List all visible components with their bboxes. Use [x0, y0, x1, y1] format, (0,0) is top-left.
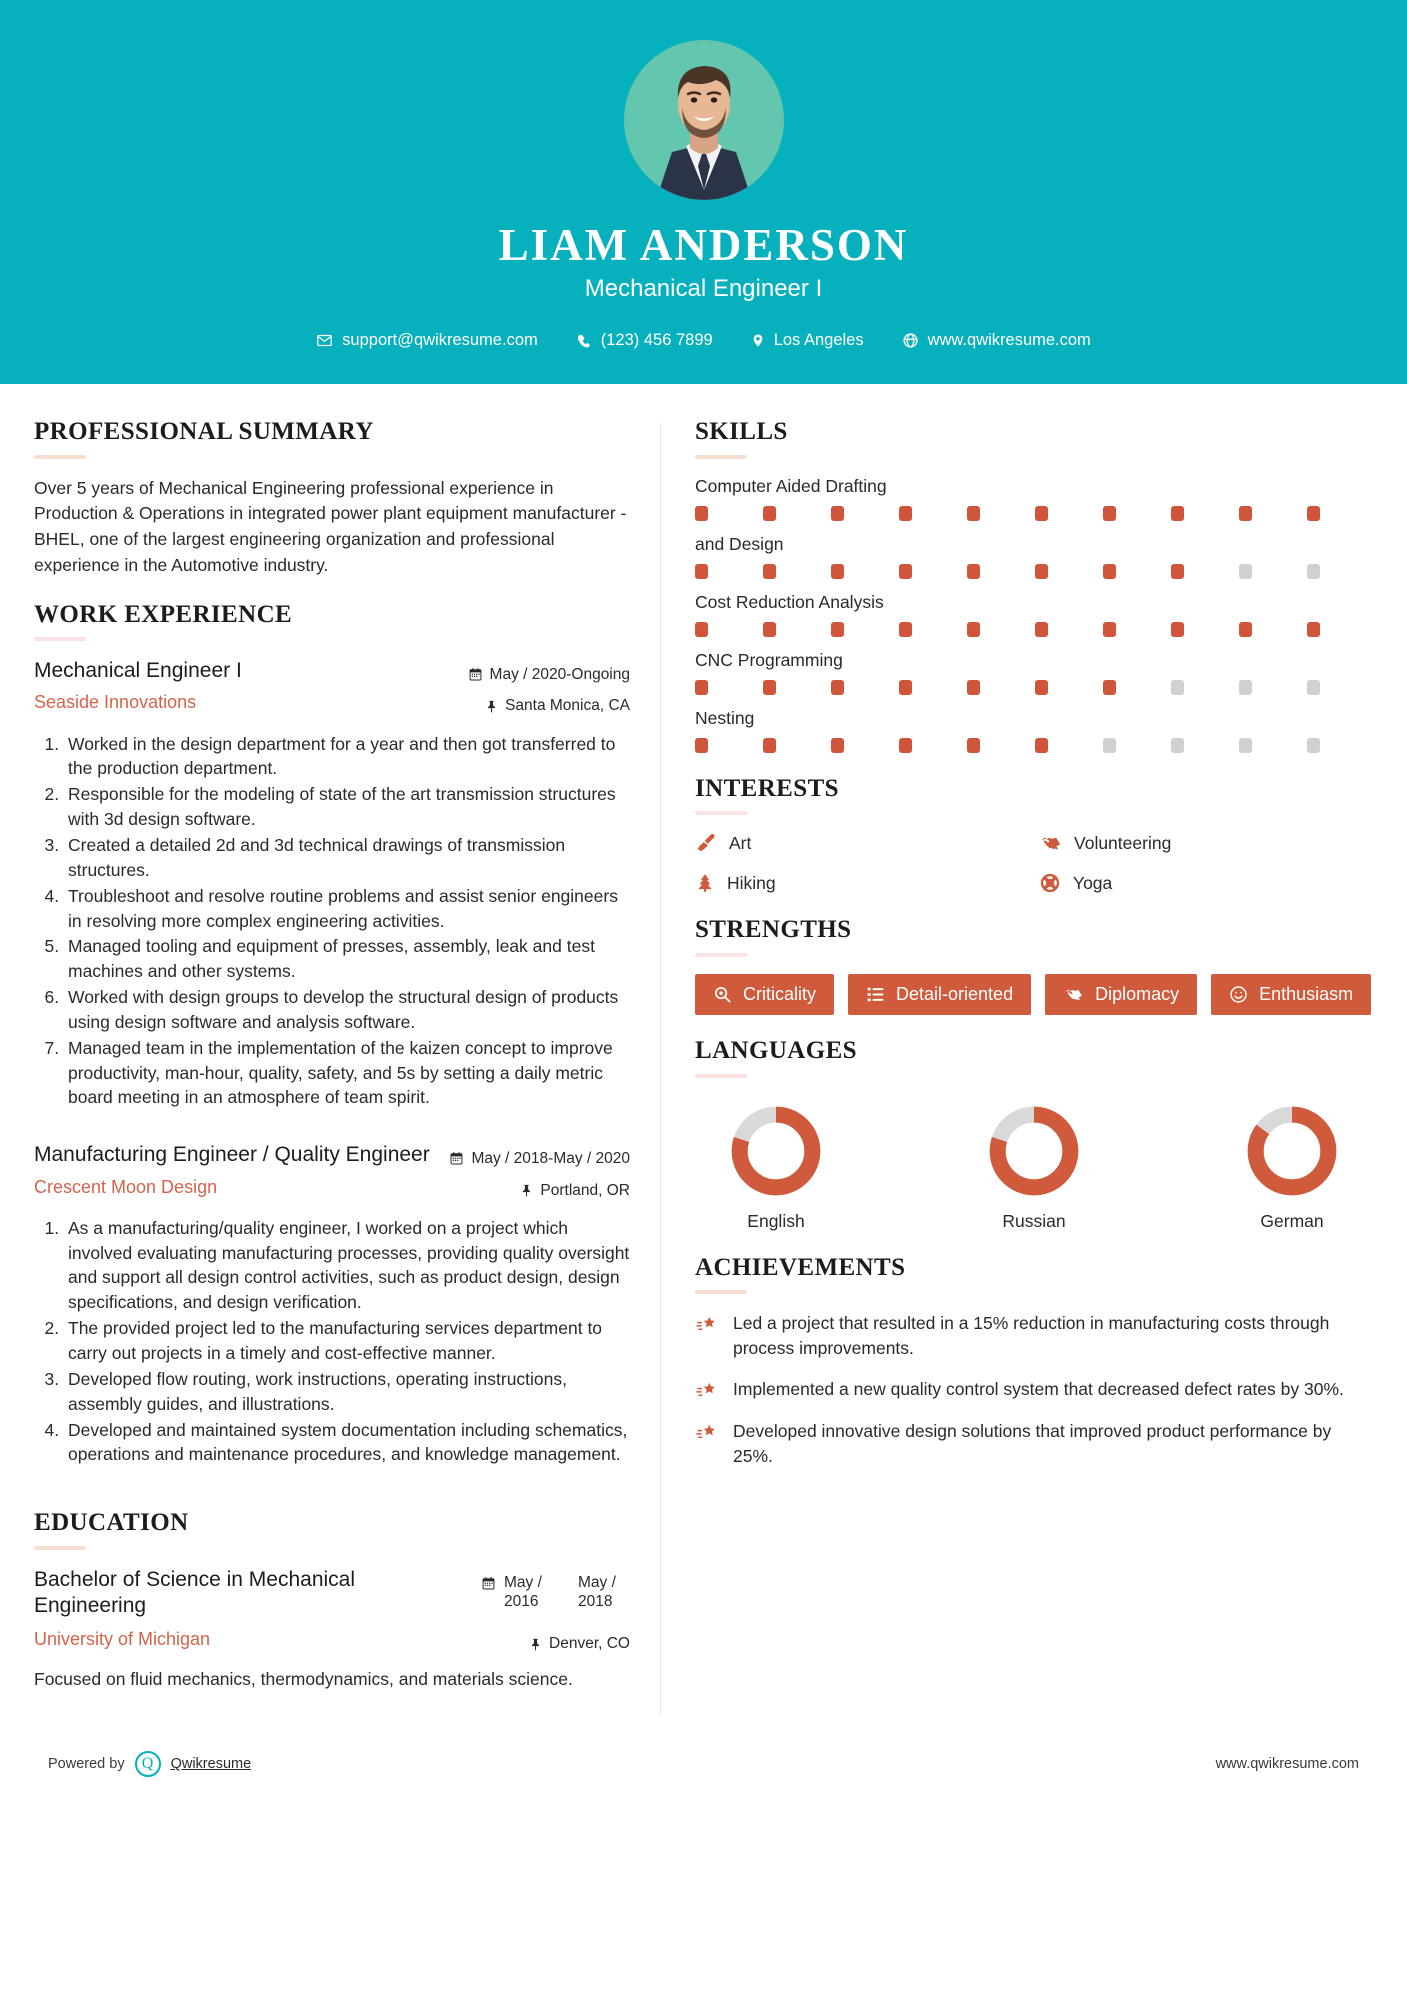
- strengths-title: STRENGTHS: [695, 916, 852, 944]
- avatar-photo: [624, 40, 784, 200]
- skill-dot: [831, 622, 844, 637]
- skill-dot: [831, 680, 844, 695]
- strength-label: Diplomacy: [1095, 983, 1180, 1004]
- calendar-icon: [481, 1576, 496, 1591]
- paintbrush-icon: [695, 832, 717, 854]
- job-dates: [449, 1147, 630, 1170]
- strength-badge[interactable]: [695, 974, 834, 1016]
- handshake-icon: [1063, 985, 1084, 1004]
- skill-dot: [763, 622, 776, 637]
- education-location-text: Denver, CO: [549, 1635, 630, 1653]
- skill-dot: [1171, 622, 1184, 637]
- job-entry: [34, 1142, 630, 1467]
- pushpin-icon: [529, 1637, 542, 1652]
- list-icon: [866, 985, 885, 1004]
- job-entry: [34, 658, 630, 1110]
- strength-badge[interactable]: [1045, 974, 1197, 1016]
- job-company: Seaside Innovations: [34, 692, 197, 713]
- achievement-text: Implemented a new quality control system that decreased defect rates by 30%.: [733, 1379, 1344, 1400]
- section-work-experience: [34, 601, 630, 1468]
- job-bullet: 5. Managed tooling and equipment of presses, assembly, leak and test machines and other systems.: [64, 934, 630, 984]
- resume-body: [0, 384, 1407, 1715]
- tree-icon: [695, 872, 715, 894]
- skill-dot: [1103, 622, 1116, 637]
- skill-dot: [1171, 680, 1184, 695]
- skill-dot: [1103, 738, 1116, 753]
- skill-rating: [695, 680, 1373, 695]
- skill-dot: [967, 622, 980, 637]
- skill-dot: [831, 506, 844, 521]
- skill-dot: [831, 738, 844, 753]
- skill-name: and Design: [695, 533, 784, 554]
- skill-dot: [899, 680, 912, 695]
- interest-label: Volunteering: [1074, 832, 1172, 853]
- skill-dot: [695, 738, 708, 753]
- contact-phone-text: (123) 456 7899: [600, 331, 713, 350]
- skill-dot: [967, 680, 980, 695]
- contact-email-text: support@qwikresume.com: [342, 331, 538, 350]
- skill-dot: [1239, 506, 1252, 521]
- donut-chart: [1244, 1103, 1340, 1199]
- job-role: Manufacturing Engineer / Quality Engineer: [34, 1143, 430, 1167]
- contact-phone[interactable]: [557, 331, 732, 350]
- section-education: [34, 1509, 630, 1693]
- shooting-star-icon: [695, 1314, 719, 1336]
- interest-label: Hiking: [727, 872, 776, 893]
- education-start-month: May /: [504, 1573, 542, 1591]
- footer-url: www.qwikresume.com: [1215, 1755, 1359, 1772]
- skill-item: [695, 708, 1373, 753]
- skill-dot: [967, 506, 980, 521]
- skill-item: [695, 650, 1373, 695]
- skill-rating: [695, 622, 1373, 637]
- skills-rule: [695, 455, 747, 459]
- language-item: [1217, 1103, 1367, 1232]
- language-item: [701, 1103, 851, 1232]
- education-start-year: 2016: [504, 1593, 539, 1611]
- skill-item: [695, 534, 1373, 579]
- contact-location[interactable]: [732, 331, 883, 350]
- resume-header: [0, 0, 1407, 384]
- search-icon: [713, 985, 732, 1004]
- envelope-icon: [316, 332, 333, 349]
- job-location: [468, 694, 630, 717]
- experience-rule: [34, 637, 86, 641]
- summary-rule: [34, 455, 86, 459]
- achievement-text: Led a project that resulted in a 15% reduction in manufacturing costs through process improvements.: [733, 1313, 1330, 1358]
- achievement-item: [695, 1419, 1373, 1468]
- skill-dot: [1307, 680, 1320, 695]
- smiley-icon: [1229, 985, 1248, 1004]
- skill-item: [695, 476, 1373, 521]
- job-bullet: 4. Developed and maintained system documentation including schematics, operations and maintenance procedures, and knowledge management.: [64, 1418, 630, 1468]
- job-dates-text: May / 2018-May / 2020: [471, 1150, 630, 1168]
- skill-dot: [899, 564, 912, 579]
- job-location-text: Portland, OR: [540, 1181, 630, 1199]
- strengths-rule: [695, 953, 747, 957]
- skill-dot: [1103, 564, 1116, 579]
- skill-dot: [1103, 680, 1116, 695]
- skill-dot: [1103, 506, 1116, 521]
- skill-dot: [899, 506, 912, 521]
- skill-dot: [1239, 564, 1252, 579]
- achievement-item: [695, 1311, 1373, 1360]
- job-bullet: 7. Managed team in the implementation of the kaizen concept to improve productivity, man-hour, quality, safety, and 5s by setting a daily metric board meeting in an atmosphere of team spirit.: [64, 1036, 630, 1111]
- language-label: German: [1260, 1210, 1324, 1231]
- section-languages: [695, 1037, 1373, 1232]
- globe-icon: [902, 332, 919, 349]
- strength-label: Criticality: [743, 983, 817, 1004]
- skill-name: CNC Programming: [695, 649, 843, 670]
- candidate-name: LIAM ANDERSON: [498, 220, 909, 270]
- skill-dot: [1239, 622, 1252, 637]
- section-interests: [695, 775, 1373, 895]
- job-bullet: 3. Developed flow routing, work instructions, operating instructions, assembly guides, and illustrations.: [64, 1367, 630, 1417]
- job-dates: [468, 663, 630, 686]
- section-skills: [695, 418, 1373, 753]
- job-company: Crescent Moon Design: [34, 1176, 218, 1197]
- education-location: [481, 1635, 630, 1653]
- skill-rating: [695, 506, 1373, 521]
- education-degree: Bachelor of Science in Mechanical Engineering: [34, 1567, 356, 1618]
- job-location: [449, 1179, 630, 1202]
- skill-dot: [763, 506, 776, 521]
- skill-dot: [899, 622, 912, 637]
- education-rule: [34, 1546, 86, 1550]
- strength-label: Enthusiasm: [1259, 983, 1354, 1004]
- job-bullet: 3. Created a detailed 2d and 3d technical drawings of transmission structures.: [64, 833, 630, 883]
- job-role: Mechanical Engineer I: [34, 659, 242, 683]
- qwikresume-link[interactable]: Qwikresume: [170, 1755, 252, 1772]
- donut-chart: [986, 1103, 1082, 1199]
- education-school: University of Michigan: [34, 1629, 211, 1650]
- skill-dot: [1035, 680, 1048, 695]
- interest-item: [1039, 832, 1373, 854]
- map-pin-icon: [751, 332, 765, 349]
- skill-dot: [1035, 622, 1048, 637]
- job-bullets: [34, 732, 630, 1111]
- job-bullets: [34, 1216, 630, 1467]
- right-column: [661, 418, 1373, 1715]
- calendar-icon: [449, 1151, 464, 1166]
- contact-location-text: Los Angeles: [773, 331, 864, 350]
- language-label: English: [747, 1210, 805, 1231]
- shooting-star-icon: [695, 1422, 719, 1444]
- language-item: [959, 1103, 1109, 1232]
- interest-item: [1039, 872, 1373, 894]
- skill-dot: [695, 564, 708, 579]
- section-professional-summary: [34, 418, 630, 578]
- job-bullet: 4. Troubleshoot and resolve routine problems and assist senior engineers in resolving more complex engineering activities.: [64, 884, 630, 934]
- contact-website[interactable]: [883, 331, 1110, 350]
- education-end-year: 2018: [578, 1593, 613, 1611]
- skill-name: Cost Reduction Analysis: [695, 591, 884, 612]
- experience-title: WORK EXPERIENCE: [34, 600, 293, 628]
- strength-label: Detail-oriented: [896, 983, 1014, 1004]
- education-description: Focused on fluid mechanics, thermodynamics, and materials science.: [34, 1669, 573, 1690]
- pushpin-icon: [520, 1183, 533, 1198]
- phone-icon: [576, 333, 592, 349]
- skill-dot: [967, 564, 980, 579]
- interests-title: INTERESTS: [695, 774, 839, 802]
- avatar: [624, 40, 784, 200]
- skill-dot: [1171, 738, 1184, 753]
- skill-dot: [1307, 622, 1320, 637]
- skill-dot: [1171, 506, 1184, 521]
- powered-by: [48, 1751, 251, 1777]
- skill-dot: [1035, 738, 1048, 753]
- skill-dot: [899, 738, 912, 753]
- achievements-rule: [695, 1290, 747, 1294]
- skill-dot: [1307, 564, 1320, 579]
- skill-dot: [1239, 738, 1252, 753]
- handshake-icon: [1039, 832, 1062, 854]
- skill-dot: [1035, 506, 1048, 521]
- job-dates-text: May / 2020-Ongoing: [489, 666, 630, 684]
- skill-name: Computer Aided Drafting: [695, 475, 887, 496]
- left-column: [34, 418, 660, 1715]
- skill-rating: [695, 564, 1373, 579]
- language-chart-group: [695, 1095, 1373, 1232]
- lifebuoy-icon: [1039, 872, 1061, 894]
- interest-label: Art: [729, 832, 752, 853]
- job-bullet: 2. The provided project led to the manufacturing services department to carry out projects in a timely and cost-effective manner.: [64, 1316, 630, 1366]
- interest-item: [695, 832, 1029, 854]
- job-bullet: 2. Responsible for the modeling of state of the art transmission structures with 3d design software.: [64, 782, 630, 832]
- skill-dot: [695, 680, 708, 695]
- job-bullet: 1. Worked in the design department for a year and then got transferred to the production department.: [64, 732, 630, 782]
- strength-badge[interactable]: [1211, 974, 1371, 1016]
- job-bullet: 1. As a manufacturing/quality engineer, I worked on a project which involved evaluating manufacturing processes, providing quality oversight and support all design control activities, such as product design, design specifications, and design verification.: [64, 1216, 630, 1315]
- shooting-star-icon: [695, 1380, 719, 1402]
- language-label: Russian: [1002, 1210, 1066, 1231]
- candidate-job-title: Mechanical Engineer I: [584, 275, 823, 303]
- skill-item: [695, 592, 1373, 637]
- skill-dot: [763, 680, 776, 695]
- skill-rating: [695, 738, 1373, 753]
- resume-footer: [0, 1733, 1407, 1801]
- interest-item: [695, 872, 1029, 894]
- donut-chart: [728, 1103, 824, 1199]
- skill-dot: [763, 738, 776, 753]
- contact-website-text: www.qwikresume.com: [927, 331, 1091, 350]
- job-bullet: 6. Worked with design groups to develop the structural design of products using design software and analysis software.: [64, 985, 630, 1035]
- skill-dot: [1307, 738, 1320, 753]
- skill-dot: [1307, 506, 1320, 521]
- qwikresume-logo-icon: Q: [135, 1751, 161, 1777]
- strength-badge[interactable]: [848, 974, 1031, 1016]
- skill-dot: [967, 738, 980, 753]
- contact-email[interactable]: [297, 331, 557, 350]
- skill-dot: [1239, 680, 1252, 695]
- skill-dot: [1171, 564, 1184, 579]
- job-location-text: Santa Monica, CA: [505, 697, 630, 715]
- contact-row: [0, 331, 1407, 350]
- section-achievements: [695, 1254, 1373, 1469]
- calendar-icon: [468, 667, 483, 682]
- achievement-item: [695, 1377, 1373, 1402]
- summary-title: PROFESSIONAL SUMMARY: [34, 418, 374, 446]
- languages-rule: [695, 1074, 747, 1078]
- skill-name: Nesting: [695, 707, 755, 728]
- interest-label: Yoga: [1073, 872, 1113, 893]
- interests-rule: [695, 811, 747, 815]
- achievement-text: Developed innovative design solutions that improved product performance by 25%.: [733, 1421, 1332, 1466]
- achievements-title: ACHIEVEMENTS: [695, 1253, 906, 1281]
- education-title: EDUCATION: [34, 1509, 189, 1537]
- skills-title: SKILLS: [695, 418, 788, 446]
- languages-title: LANGUAGES: [695, 1037, 857, 1065]
- section-strengths: [695, 916, 1373, 1015]
- summary-text: Over 5 years of Mechanical Engineering professional experience in Production & Operations in integrated power plant equipment manufacturer - BHEL, one of the largest engineering organization and professional experience in the Automotive industry.: [34, 477, 627, 575]
- skill-dot: [763, 564, 776, 579]
- skill-dot: [695, 622, 708, 637]
- powered-by-label: Powered by: [48, 1755, 125, 1772]
- skill-dot: [695, 506, 708, 521]
- education-end-month: May /: [578, 1573, 616, 1591]
- pushpin-icon: [485, 699, 498, 714]
- skill-dot: [1035, 564, 1048, 579]
- skill-dot: [831, 564, 844, 579]
- education-dates: [481, 1567, 630, 1612]
